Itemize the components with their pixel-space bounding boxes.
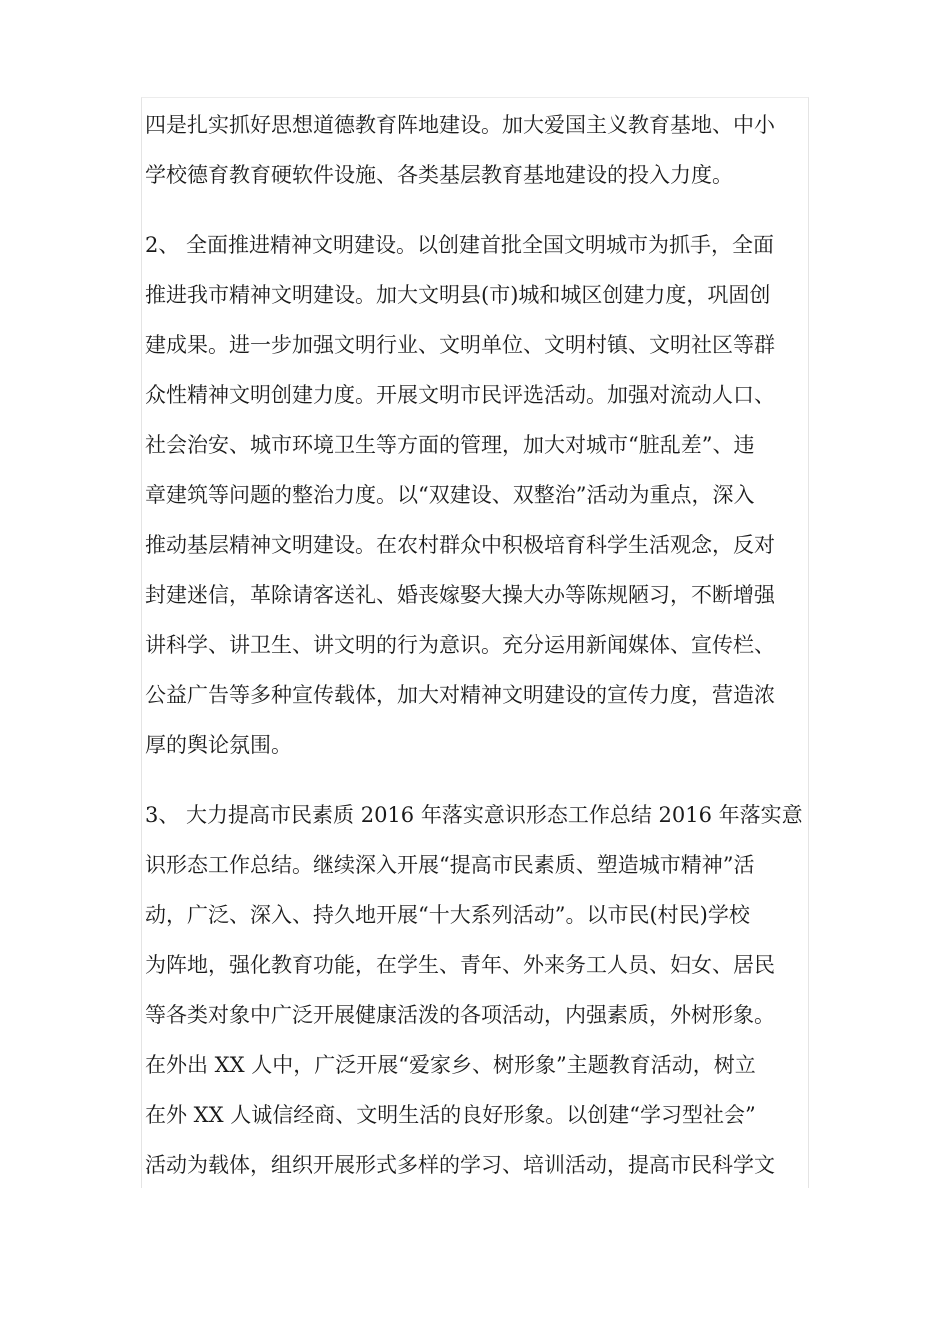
paragraph-1	[145, 100, 817, 200]
paragraph-3	[145, 790, 817, 1190]
text-line: 在外 XX 人诚信经商、文明生活的良好形象。以创建“学习型社会”	[145, 1103, 756, 1127]
text-line: 3、 大力提高市民素质 2016 年落实意识形态工作总结 2016 年落实意	[145, 803, 803, 827]
text-line: 建成果。进一步加强文明行业、文明单位、文明村镇、文明社区等群	[145, 333, 775, 357]
text-line: 活动为载体，组织开展形式多样的学习、培训活动，提高市民科学文	[145, 1153, 775, 1177]
paragraph-2	[145, 220, 817, 770]
text-line: 社会治安、城市环境卫生等方面的管理，加大对城市“脏乱差”、违	[145, 433, 755, 457]
text-line: 为阵地，强化教育功能，在学生、青年、外来务工人员、妇女、居民	[145, 953, 775, 977]
document-body	[145, 100, 817, 1190]
text-line: 等各类对象中广泛开展健康活泼的各项活动，内强素质，外树形象。	[145, 1003, 775, 1027]
text-line: 在外出 XX 人中，广泛开展“爱家乡、树形象”主题教育活动，树立	[145, 1053, 756, 1077]
text-line: 2、 全面推进精神文明建设。以创建首批全国文明城市为抓手，全面	[145, 233, 775, 257]
text-line: 推动基层精神文明建设。在农村群众中积极培育科学生活观念，反对	[145, 533, 775, 557]
text-line: 讲科学、讲卫生、讲文明的行为意识。充分运用新闻媒体、宣传栏、	[145, 633, 775, 657]
text-line: 四是扎实抓好思想道德教育阵地建设。加大爱国主义教育基地、中小	[145, 113, 775, 137]
text-line: 众性精神文明创建力度。开展文明市民评选活动。加强对流动人口、	[145, 383, 775, 407]
text-line: 公益广告等多种宣传载体，加大对精神文明建设的宣传力度，营造浓	[145, 683, 775, 707]
text-line: 动，广泛、深入、持久地开展“十大系列活动”。以市民(村民)学校	[145, 903, 750, 927]
text-line: 章建筑等问题的整治力度。以“双建设、双整治”活动为重点，深入	[145, 483, 755, 507]
text-line: 推进我市精神文明建设。加大文明县(市)城和城区创建力度，巩固创	[145, 283, 771, 307]
text-line: 学校德育教育硬软件设施、各类基层教育基地建设的投入力度。	[145, 163, 733, 187]
text-line: 厚的舆论氛围。	[145, 733, 292, 757]
paragraph-gap	[145, 770, 817, 790]
text-line: 封建迷信，革除请客送礼、婚丧嫁娶大操大办等陈规陋习，不断增强	[145, 583, 775, 607]
paragraph-gap	[145, 200, 817, 220]
text-line: 识形态工作总结。继续深入开展“提高市民素质、塑造城市精神”活	[145, 853, 755, 877]
